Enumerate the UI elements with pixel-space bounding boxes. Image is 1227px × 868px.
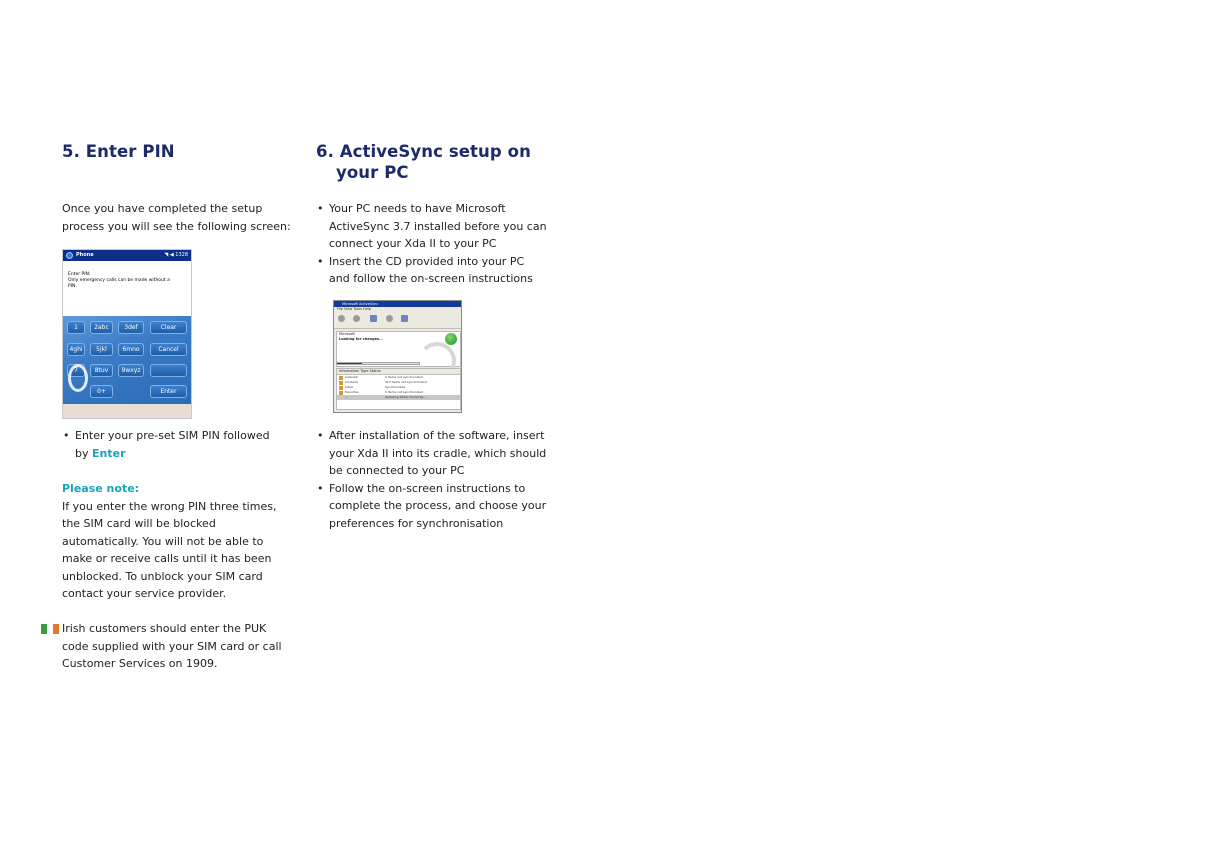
- section-6-heading: 6. ActiveSync setup on your PC: [316, 142, 531, 182]
- contacts-icon: [339, 381, 343, 385]
- sync-status-text: Looking for changes...: [339, 337, 384, 341]
- please-note: Please note: If you enter the wrong PIN three times, the SIM card will be blocked automatically. You will not be able to make or receive calls until it has been unblocked. To unblock your SIM card contact your service provider.: [62, 482, 277, 600]
- key-5: 5jkl: [90, 343, 113, 356]
- irish-customers-note: Irish customers should enter the PUK code supplied with your SIM card or call Customer Services on 1909.: [62, 622, 282, 670]
- list-item: • Your PC needs to have Microsoft ActiveSync 3.7 installed before you can connect your Xda II to your PC: [316, 200, 566, 253]
- swirl-graphic: [68, 364, 88, 392]
- enter-keyword: Enter: [92, 446, 126, 460]
- calendar-icon: [339, 376, 343, 380]
- stop-icon: [353, 315, 360, 322]
- window-toolbar: [334, 312, 461, 329]
- key-7: 7: [67, 364, 85, 377]
- phone-pin-screenshot: [62, 249, 192, 419]
- activesync-bullets-top: [316, 200, 566, 288]
- key-8: 8tuv: [90, 364, 113, 377]
- favorites-icon: [339, 391, 343, 395]
- key-cancel: Cancel: [150, 343, 187, 356]
- key-9: 9wxyz: [118, 364, 144, 377]
- options-icon: [401, 315, 408, 322]
- list-item: Calendar 0 Items not synchronized: [337, 375, 460, 380]
- key-1: 1: [67, 321, 85, 334]
- status-indicators: ◥ ◀ 1328: [164, 252, 188, 258]
- please-note-title: Please note:: [62, 482, 140, 495]
- list-header: Information Type Status: [337, 369, 460, 375]
- key-clear: Clear: [150, 321, 187, 334]
- window-title-bar: Microsoft ActiveSync: [334, 301, 461, 307]
- phone-base: [63, 404, 191, 418]
- enter-pin-intro: Once you have completed the setup process you will see the following screen:: [62, 202, 291, 233]
- key-0: 0+: [90, 385, 113, 398]
- key-6: 6mno: [118, 343, 144, 356]
- list-item: • Insert the CD provided into your PC and follow the on-screen instructions: [316, 253, 566, 288]
- phone-title-bar: Phone ◥ ◀ 1328: [63, 250, 191, 261]
- activesync-window-screenshot: [333, 300, 462, 413]
- key-4: 4ghi: [67, 343, 85, 356]
- explore-icon: [386, 315, 393, 322]
- key-blank: [150, 364, 187, 377]
- sync-progress-bar: [336, 362, 420, 365]
- list-item: Contacts 313 Items not synchronized: [337, 380, 460, 385]
- key-enter: Enter: [150, 385, 187, 398]
- list-item: • Follow the on-screen instructions to complete the process, and choose your preferences for synchronisation: [316, 480, 576, 533]
- list-item: ... Updating folder hierarchy...: [337, 395, 460, 400]
- key-3: 3def: [118, 321, 144, 334]
- list-item: • After installation of the software, insert your Xda II into its cradle, which should be connected to your PC: [316, 427, 576, 480]
- start-icon: [66, 252, 73, 259]
- window-menu-bar: File View Tools Help: [337, 307, 372, 311]
- list-item: Favorites 0 Items not synchronized: [337, 390, 460, 395]
- enter-pin-bullets: [62, 427, 302, 462]
- list-item: • Enter your pre-set SIM PIN followed by Enter: [62, 427, 302, 462]
- info-type-list: [336, 368, 461, 410]
- key-2: 2abc: [90, 321, 113, 334]
- pin-message: Enter PIN: Only emergency calls can be made without a PIN.: [68, 272, 170, 289]
- section-5-heading: 5. Enter PIN: [62, 142, 175, 161]
- irish-flag-icon: [41, 624, 60, 634]
- sync-globe-icon: [445, 333, 457, 345]
- activesync-bullets-bottom: [316, 427, 576, 532]
- device-name: Microsoft: [339, 332, 355, 336]
- details-icon: [370, 315, 377, 322]
- inbox-icon: [339, 386, 343, 390]
- sync-icon: [338, 315, 345, 322]
- pin-keypad: [63, 316, 191, 404]
- list-item: Inbox Synchronized: [337, 385, 460, 390]
